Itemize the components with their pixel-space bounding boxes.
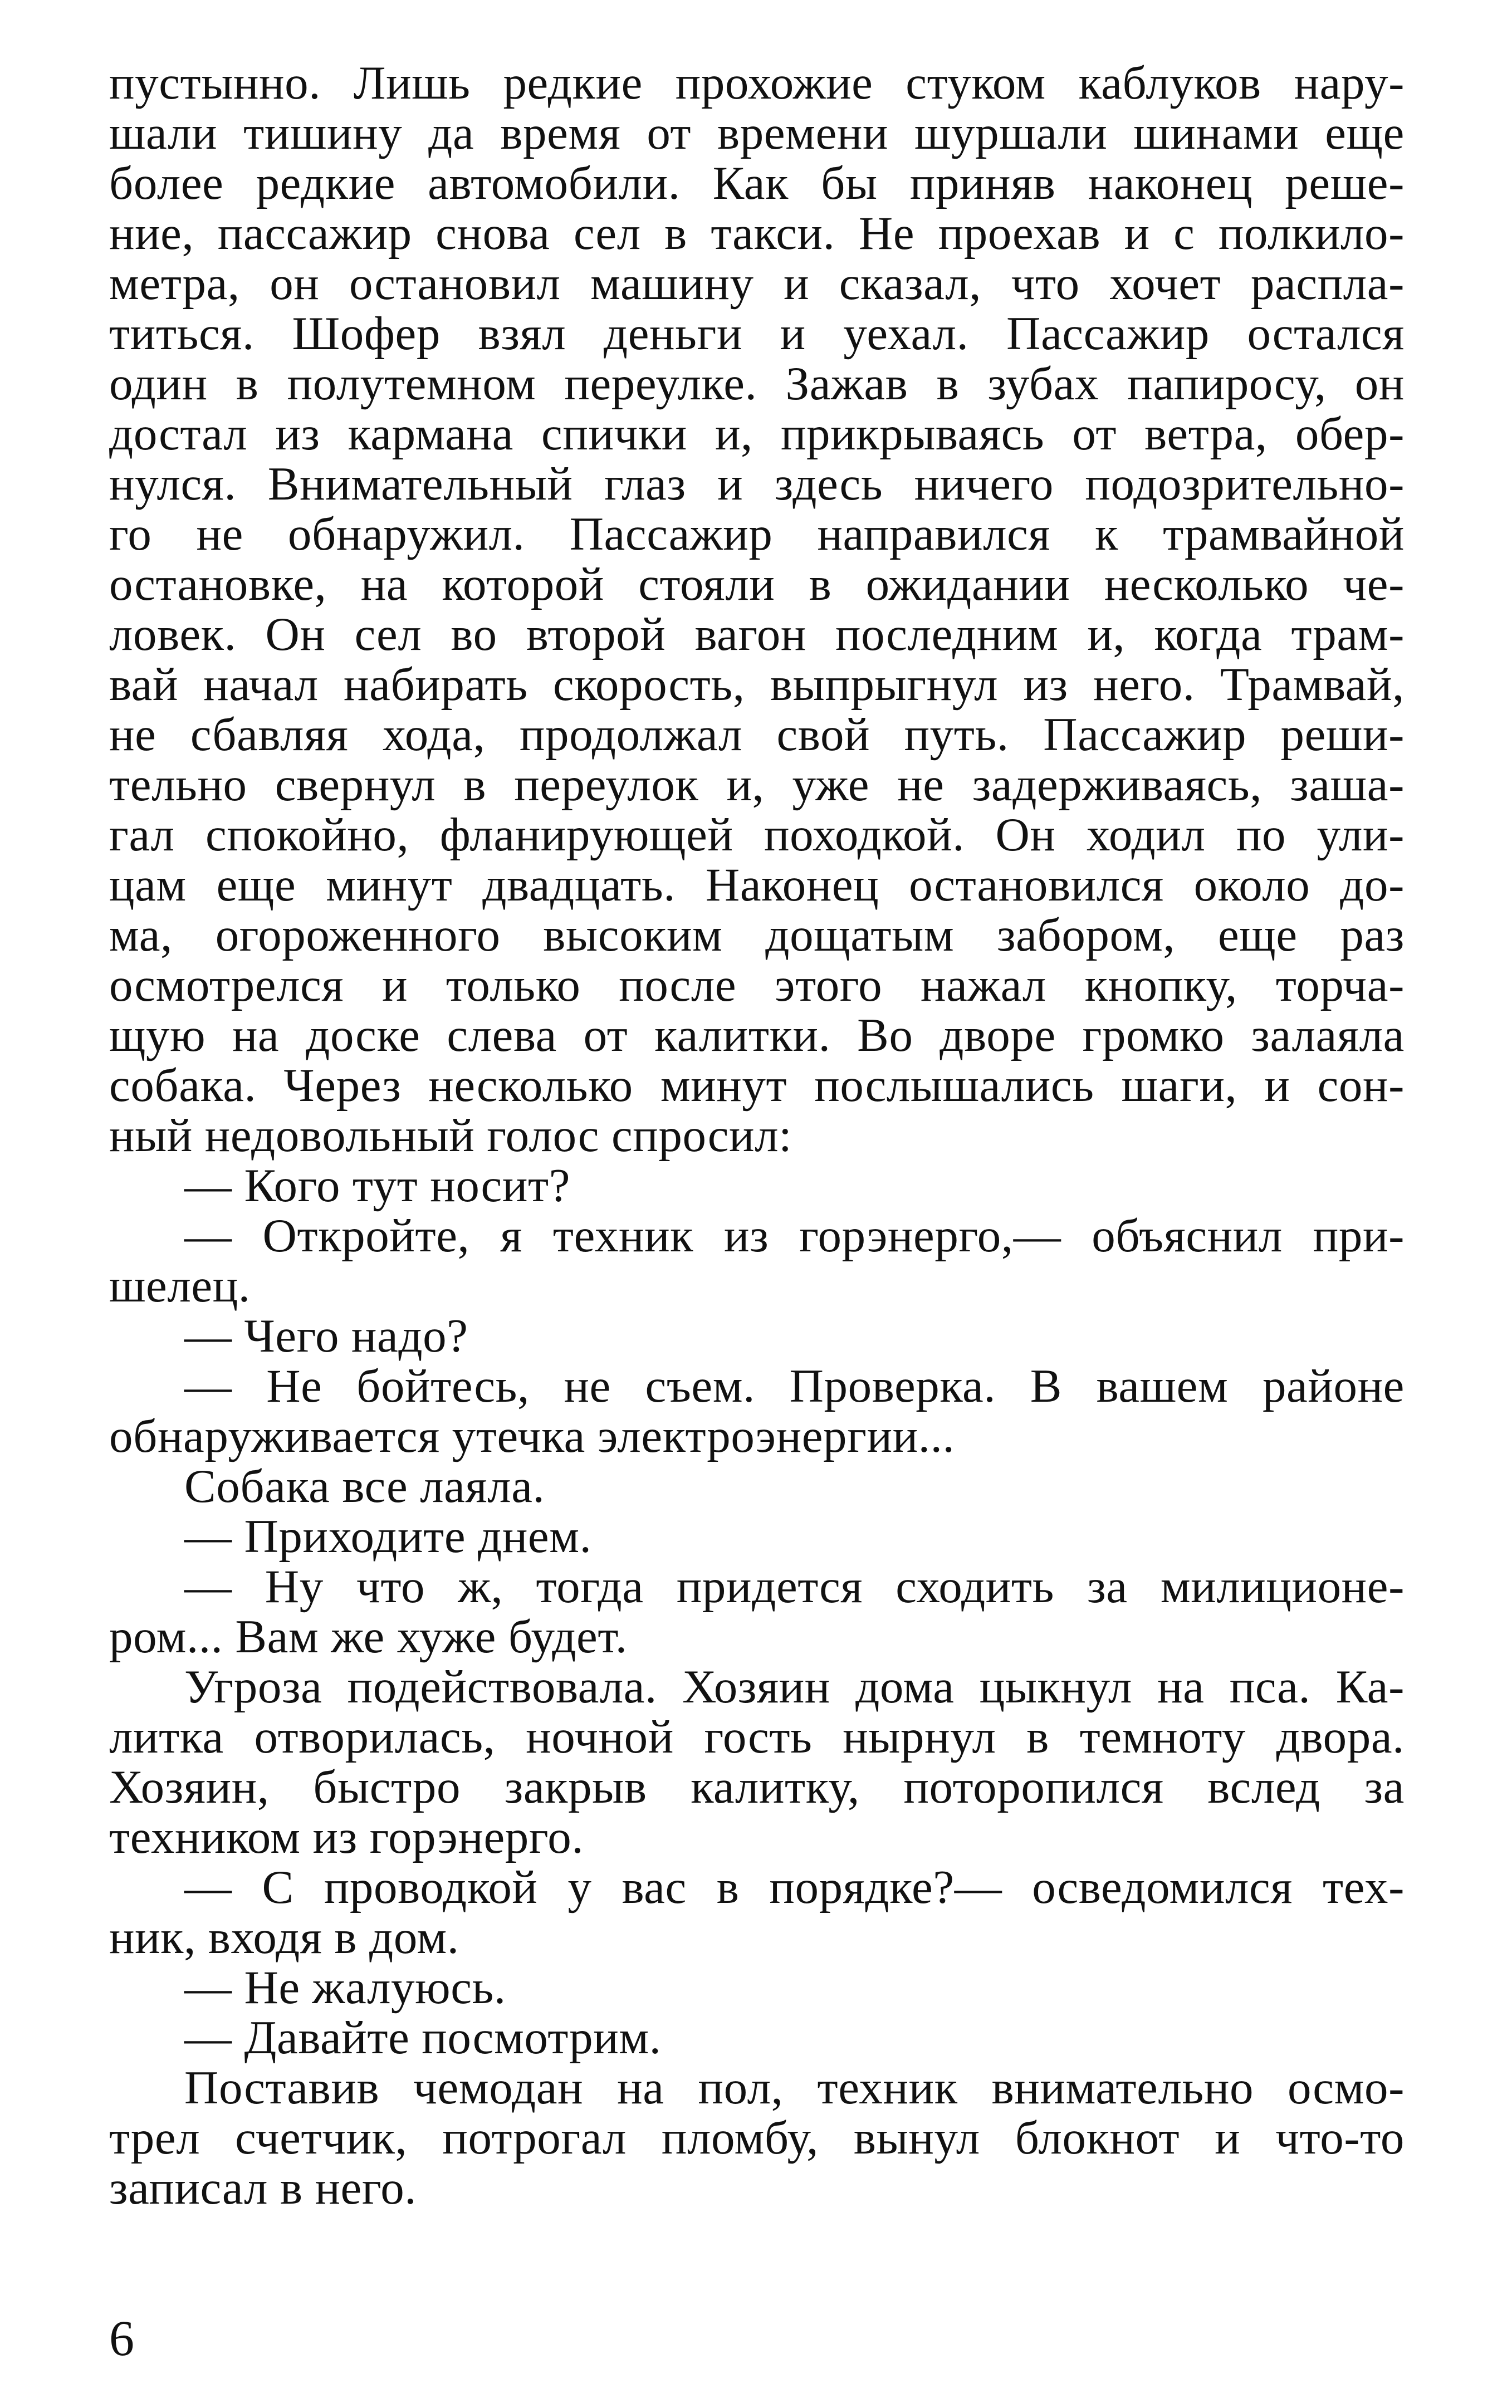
text-line: Угроза подействовала. Хозяин дома цыкнул на пса. Ка-: [184, 1661, 1405, 1713]
body-text: [109, 58, 1405, 2213]
text-line: Хозяин, быстро закрыв калитку, поторопился вслед за: [109, 1761, 1405, 1813]
text-line: — Чего надо?: [184, 1310, 468, 1362]
text-line: ние, пассажир снова сел в такси. Не проехав и с полкило-: [109, 207, 1405, 260]
text-line: записал в него.: [109, 2162, 417, 2214]
text-line: литка отворилась, ночной гость нырнул в темноту двора.: [109, 1711, 1405, 1763]
text-line: — С проводкой у вас в порядке?— осведомился тех-: [184, 1861, 1405, 1913]
text-line: вай начал набирать скорость, выпрыгнул из него. Трамвай,: [109, 658, 1405, 711]
text-line: гал спокойно, фланирующей походкой. Он ходил по ули-: [109, 809, 1405, 861]
text-line: — Кого тут носит?: [184, 1159, 571, 1212]
text-line: достал из кармана спички и, прикрываясь от ветра, обер-: [109, 408, 1405, 460]
text-line: нулся. Внимательный глаз и здесь ничего подозрительно-: [109, 458, 1405, 510]
text-line: тельно свернул в переулок и, уже не задерживаясь, зaша-: [109, 758, 1405, 811]
text-line: — Ну что ж, тогда придется сходить за милиционе-: [184, 1560, 1405, 1613]
text-line: — Приходите днем.: [184, 1510, 592, 1563]
page-number: 6: [109, 2311, 134, 2366]
text-line: шали тишину да время от времени шуршали шинами еще: [109, 107, 1405, 159]
text-line: ный недовольный голос спросил:: [109, 1109, 792, 1162]
text-line: ром... Вам же хуже будет.: [109, 1611, 628, 1663]
text-line: Поставив чемодан на пол, техник внимательно осмо-: [184, 2062, 1405, 2114]
text-line: го не обнаружил. Пассажир направился к трамвайной: [109, 508, 1405, 560]
text-line: осмотрелся и только после этого нажал кнопку, торча-: [109, 959, 1405, 1011]
text-line: ма, огороженного высоким дощатым забором, еще раз: [109, 909, 1405, 961]
text-line: — Не жалуюсь.: [184, 1961, 506, 2014]
text-line: титься. Шофер взял деньги и уехал. Пассажир остался: [109, 307, 1405, 360]
text-line: цам еще минут двадцать. Наконец остановился около до-: [109, 859, 1405, 911]
text-line: метра, он остановил машину и сказал, что хочет распла-: [109, 257, 1405, 310]
text-line: собака. Через несколько минут послышались шаги, и сон-: [109, 1059, 1405, 1112]
text-line: трел счетчик, потрогал пломбу, вынул блокнот и что-то: [109, 2112, 1405, 2164]
text-line: ловек. Он сел во второй вагон последним и, когда трам-: [109, 608, 1405, 660]
text-line: не сбавляя хода, продолжал свой путь. Пассажир реши-: [109, 708, 1405, 761]
text-line: ник, входя в дом.: [109, 1911, 459, 1964]
text-line: обнаруживается утечка электроэнергии...: [109, 1410, 955, 1462]
text-line: Собака все лаяла.: [184, 1460, 545, 1513]
text-line: — Не бойтесь, не съем. Проверка. В вашем районе: [184, 1360, 1405, 1412]
text-line: более редкие автомобили. Как бы приняв наконец реше-: [109, 157, 1405, 209]
text-line: — Откройте, я техник из горэнерго,— объяснил при-: [184, 1210, 1405, 1262]
text-line: техником из горэнерго.: [109, 1811, 584, 1863]
text-line: — Давайте посмотрим.: [184, 2011, 662, 2064]
text-line: один в полутемном переулке. Зажав в зубах папиросу, он: [109, 358, 1405, 410]
text-line: щую на доске слева от калитки. Во дворе громко залаяла: [109, 1009, 1405, 1061]
text-line: пустынно. Лишь редкие прохожие стуком каблуков нару-: [109, 57, 1405, 109]
text-line: остановке, на которой стояли в ожидании несколько че-: [109, 558, 1405, 610]
text-line: шелец.: [109, 1260, 251, 1312]
